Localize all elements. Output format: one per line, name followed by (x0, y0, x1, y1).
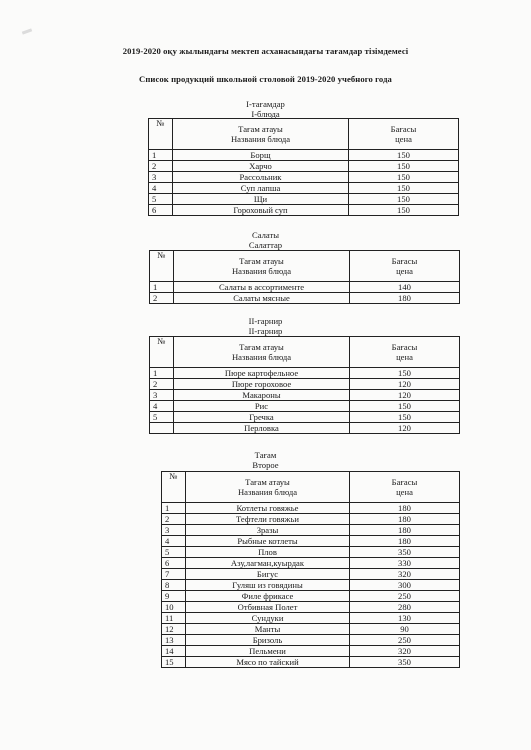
dish-price: 150 (350, 412, 460, 423)
dish-price: 180 (350, 536, 460, 547)
header-num: № (150, 251, 174, 282)
header-price-ru: цена (396, 352, 413, 362)
table-row (162, 580, 460, 591)
dish-name: Рыбные котлеты (186, 536, 350, 547)
dish-price: 250 (350, 635, 460, 646)
header-name (174, 251, 350, 282)
row-num: 1 (149, 150, 173, 161)
dish-name: Харчо (173, 161, 349, 172)
dish-name: Щи (173, 194, 349, 205)
row-num: 14 (162, 646, 186, 657)
dish-name: Сундуки (186, 613, 350, 624)
table-row (149, 150, 459, 161)
header-price (350, 472, 460, 503)
dish-price: 280 (350, 602, 460, 613)
header-price-ru: цена (396, 266, 413, 276)
table-row (150, 390, 460, 401)
dish-name: Перловка (174, 423, 350, 434)
table-row (162, 569, 460, 580)
header-name (186, 472, 350, 503)
dish-price: 180 (350, 514, 460, 525)
row-num: 2 (150, 293, 174, 304)
dish-price: 120 (350, 390, 460, 401)
header-name (173, 119, 349, 150)
section-title-main-courses (0, 450, 531, 470)
header-name-ru: Названия блюда (237, 487, 298, 497)
table-row (162, 503, 460, 514)
dish-price: 150 (349, 150, 459, 161)
table-row (162, 613, 460, 624)
table-row (149, 183, 459, 194)
table-header-row (162, 472, 460, 503)
table-row (150, 368, 460, 379)
section-title-line-2: Второе (252, 460, 279, 470)
table-row (149, 172, 459, 183)
section-title-line-1: Тағам (254, 450, 277, 460)
dish-name: Рис (174, 401, 350, 412)
dish-name: Котлеты говяжье (186, 503, 350, 514)
header-name-ru: Названия блюда (231, 352, 292, 362)
row-num: 2 (162, 514, 186, 525)
header-price-kz: Бағасы (390, 124, 417, 134)
dish-name: Пюре картофельное (174, 368, 350, 379)
dish-name: Бигус (186, 569, 350, 580)
header-price (349, 119, 459, 150)
section-title-line-2: II-гарнир (248, 326, 283, 336)
row-num: 8 (162, 580, 186, 591)
header-name (174, 337, 350, 368)
row-num: 15 (162, 657, 186, 668)
table-row (162, 591, 460, 602)
row-num: 3 (162, 525, 186, 536)
header-name-kz: Тағам атауы (239, 256, 284, 266)
dish-name: Салаты мясные (174, 293, 350, 304)
scan-smudge (22, 28, 32, 34)
table-row (162, 602, 460, 613)
row-num: 4 (150, 401, 174, 412)
dish-price: 350 (350, 657, 460, 668)
dish-price: 90 (350, 624, 460, 635)
dish-name: Мясо по тайский (186, 657, 350, 668)
dish-price: 130 (350, 613, 460, 624)
dish-price: 120 (350, 379, 460, 390)
row-num: 3 (150, 390, 174, 401)
dish-price: 300 (350, 580, 460, 591)
row-num: 5 (162, 547, 186, 558)
table-row (162, 635, 460, 646)
row-num: 13 (162, 635, 186, 646)
row-num: 7 (162, 569, 186, 580)
header-price-ru: цена (395, 134, 412, 144)
dish-price: 250 (350, 591, 460, 602)
header-price (350, 337, 460, 368)
table-row (149, 205, 459, 216)
table-row (162, 646, 460, 657)
table-row (150, 293, 460, 304)
header-num: № (149, 119, 173, 150)
header-name-ru: Названия блюда (231, 266, 292, 276)
dish-name: Зразы (186, 525, 350, 536)
table-header-row (150, 337, 460, 368)
header-price-kz: Бағасы (391, 342, 418, 352)
table-header-row (150, 251, 460, 282)
dish-name: Отбивная Полет (186, 602, 350, 613)
section-title-salads (0, 230, 531, 250)
header-num: № (162, 472, 186, 503)
table-row (150, 379, 460, 390)
table-row (150, 423, 460, 434)
dish-price: 320 (350, 569, 460, 580)
dish-name: Пюре гороховое (174, 379, 350, 390)
table-row (149, 161, 459, 172)
row-num: 10 (162, 602, 186, 613)
dish-price: 150 (349, 205, 459, 216)
row-num: 12 (162, 624, 186, 635)
document-title-ru: Список продукций школьной столовой 2019-2020 учебного года (139, 74, 392, 84)
dish-name: Плов (186, 547, 350, 558)
dish-name: Пельмени (186, 646, 350, 657)
dish-name: Суп лапша (173, 183, 349, 194)
dish-price: 150 (349, 161, 459, 172)
table-row (162, 624, 460, 635)
first-courses-table (148, 118, 459, 216)
table-header-row (149, 119, 459, 150)
table-row (162, 558, 460, 569)
dish-price: 350 (350, 547, 460, 558)
header-name-kz: Тағам атауы (238, 124, 283, 134)
row-num: 4 (162, 536, 186, 547)
row-num: 3 (149, 172, 173, 183)
table-row (162, 536, 460, 547)
dish-name: Бризоль (186, 635, 350, 646)
dish-price: 180 (350, 293, 460, 304)
section-title-garnish (0, 316, 531, 336)
header-num: № (150, 337, 174, 368)
row-num: 5 (149, 194, 173, 205)
row-num: 6 (162, 558, 186, 569)
dish-price: 150 (350, 401, 460, 412)
section-title-line-1: II-гарнир (248, 316, 283, 326)
garnish-table (149, 336, 460, 434)
table-row (150, 282, 460, 293)
dish-price: 140 (350, 282, 460, 293)
header-price-ru: цена (396, 487, 413, 497)
header-price-kz: Бағасы (391, 256, 418, 266)
salads-table (149, 250, 460, 304)
header-price-kz: Бағасы (391, 477, 418, 487)
dish-price: 150 (349, 172, 459, 183)
dish-price: 320 (350, 646, 460, 657)
dish-price: 330 (350, 558, 460, 569)
row-num: 4 (149, 183, 173, 194)
row-num: 1 (150, 282, 174, 293)
section-title-line-1: I-тағамдар (246, 99, 285, 109)
dish-price: 150 (350, 368, 460, 379)
table-row (150, 412, 460, 423)
dish-name: Филе фрикасе (186, 591, 350, 602)
row-num: 5 (150, 412, 174, 423)
row-num: 1 (150, 368, 174, 379)
row-num: 11 (162, 613, 186, 624)
header-name-ru: Названия блюда (230, 134, 291, 144)
dish-name: Макароны (174, 390, 350, 401)
section-title-line-2: Салаттар (248, 240, 283, 250)
dish-name: Гречка (174, 412, 350, 423)
table-row (162, 514, 460, 525)
row-num (150, 423, 174, 434)
dish-name: Рассольник (173, 172, 349, 183)
dish-name: Азу,лагман,куырдак (186, 558, 350, 569)
header-name-kz: Тағам атауы (239, 342, 284, 352)
dish-price: 180 (350, 525, 460, 536)
section-title-line-2: I-блюда (251, 109, 280, 119)
row-num: 2 (149, 161, 173, 172)
table-row (149, 194, 459, 205)
dish-name: Борщ (173, 150, 349, 161)
row-num: 2 (150, 379, 174, 390)
dish-name: Тефтели говяжьи (186, 514, 350, 525)
table-row (162, 547, 460, 558)
dish-name: Манты (186, 624, 350, 635)
row-num: 6 (149, 205, 173, 216)
section-title-line-1: Салаты (251, 230, 280, 240)
dish-price: 180 (350, 503, 460, 514)
dish-price: 150 (349, 194, 459, 205)
dish-price: 120 (350, 423, 460, 434)
table-row (150, 401, 460, 412)
table-row (162, 525, 460, 536)
section-title-first-courses (0, 99, 531, 119)
dish-name: Салаты в ассортименте (174, 282, 350, 293)
table-row (162, 657, 460, 668)
row-num: 9 (162, 591, 186, 602)
header-name-kz: Тағам атауы (245, 477, 290, 487)
main-courses-table (161, 471, 460, 668)
row-num: 1 (162, 503, 186, 514)
dish-name: Гороховый суп (173, 205, 349, 216)
header-price (350, 251, 460, 282)
dish-price: 150 (349, 183, 459, 194)
dish-name: Гуляш из говядины (186, 580, 350, 591)
document-title-kz: 2019-2020 оқу жылындағы мектеп асханасындағы тағамдар тізімдемесі (122, 46, 409, 56)
